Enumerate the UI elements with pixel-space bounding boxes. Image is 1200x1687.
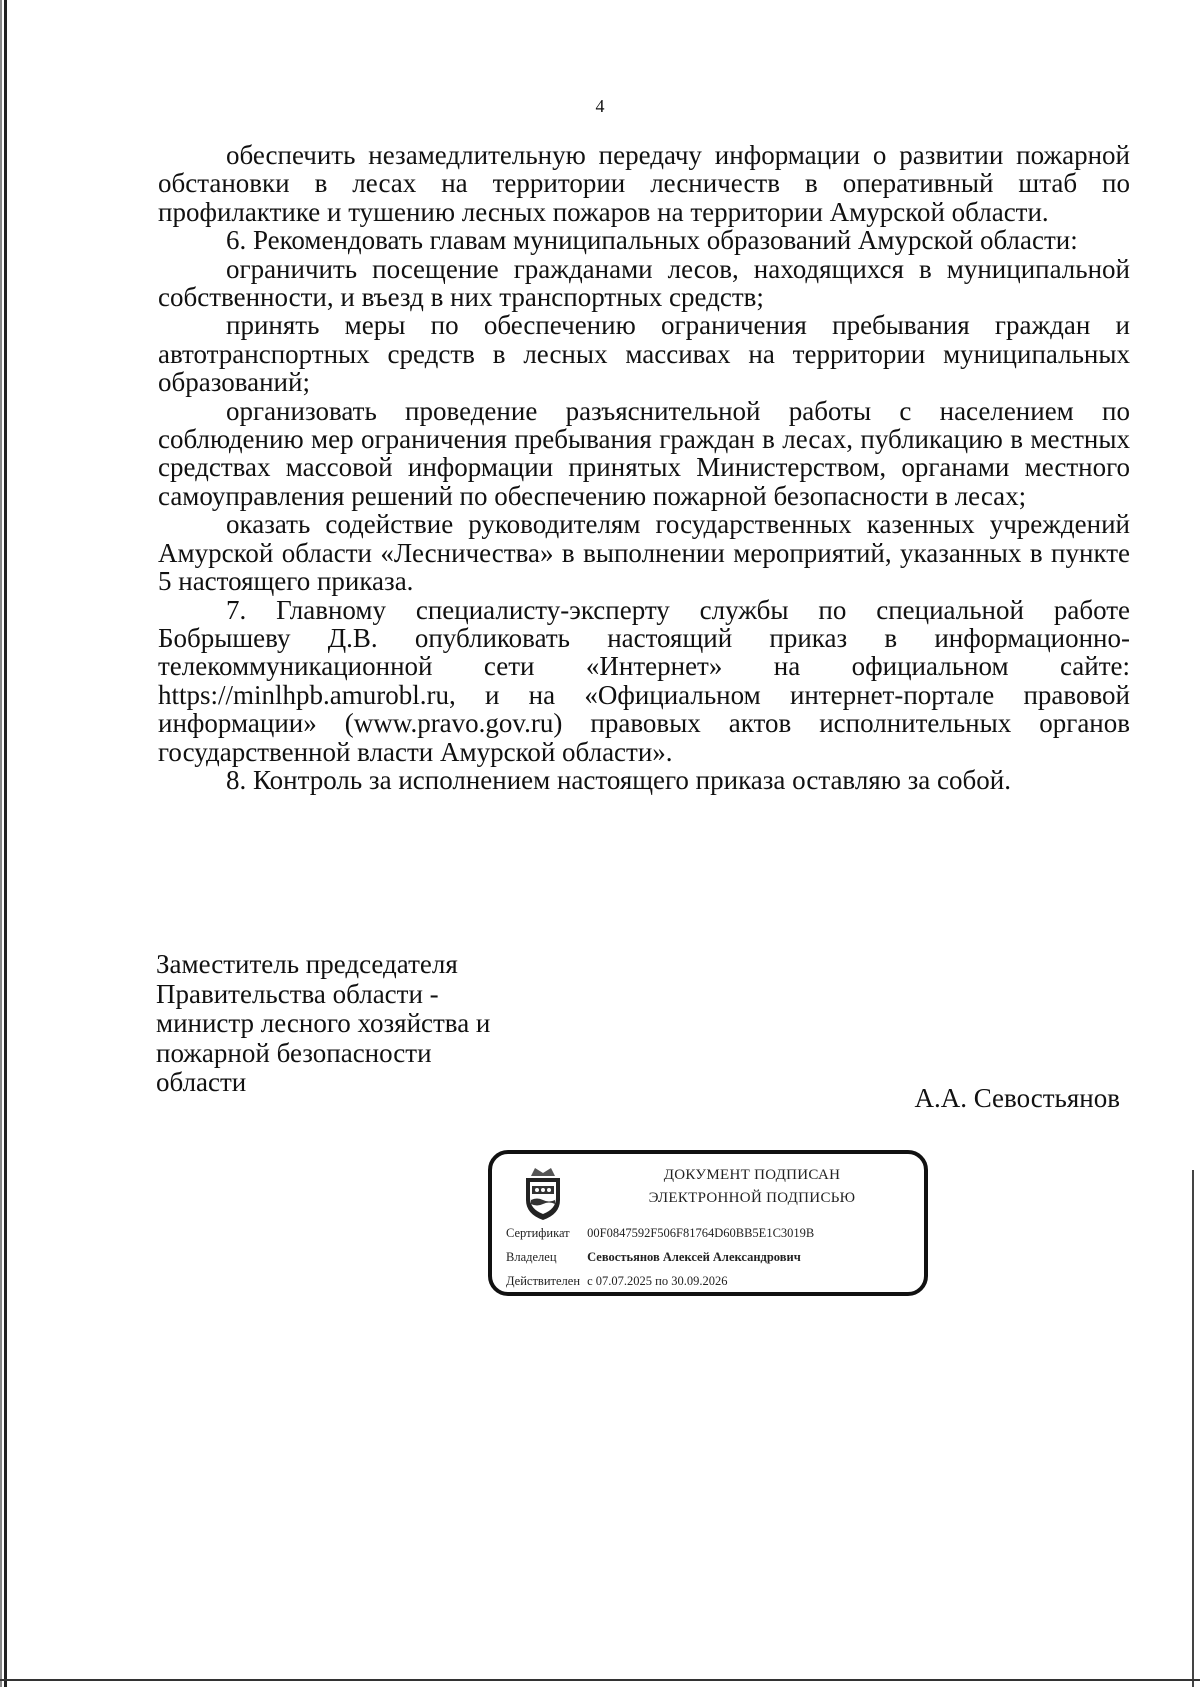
stamp-value: 00F0847592F506F81764D60BB5E1C3019B (587, 1226, 815, 1240)
stamp-label: Сертификат (506, 1226, 570, 1240)
paragraph: оказать содействие руководителям государственных казенных учреждений Амурской области «Лесничества» в выполнении мероприятий, указанных в пункте 5 настоящего приказа. (158, 509, 1130, 597)
stamp-certificate-row (506, 1226, 814, 1241)
paragraph: ограничить посещение гражданами лесов, находящихся в муниципальной собственности, и въезд в них транспортных средств; (158, 253, 1130, 313)
stamp-value: с 07.07.2025 по 30.09.2026 (587, 1274, 728, 1288)
signatory-title-line: области (156, 1067, 247, 1097)
paragraph: принять меры по обеспечению ограничения пребывания граждан и автотранспортных средств в лесных массивах на территории муниципальных образований; (158, 310, 1130, 398)
paragraph: организовать проведение разъяснительной работы с населением по соблюдению мер ограничения пребывания граждан в лесах, публикацию в местных средствах массовой информации принятых Министерством, органами местного самоуправления решений по обеспечению пожарной безопасности в лесах; (158, 395, 1130, 511)
paragraph: 8. Контроль за исполнением настоящего приказа оставляю за собой. (226, 764, 1011, 795)
scan-edge-bottom (0, 1679, 1200, 1681)
signatory-title-line: министр лесного хозяйства и (156, 1008, 491, 1038)
stamp-heading-line: ЭЛЕКТРОННОЙ ПОДПИСЬЮ (648, 1190, 856, 1206)
stamp-validity-row (506, 1274, 728, 1289)
scan-edge-left (4, 0, 7, 1687)
paragraph: обеспечить незамедлительную передачу информации о развитии пожарной обстановки в лесах на территории лесничеств в оперативный штаб по профилактике и тушению лесных пожаров на территории Амурской области. (158, 140, 1130, 227)
signatory-name: А.А. Севостьянов (914, 1083, 1120, 1113)
stamp-label: Владелец (506, 1250, 557, 1264)
scan-edge-right (1192, 1170, 1194, 1687)
stamp-value: Севостьянов Алексей Александрович (587, 1250, 801, 1264)
signatory-title-line: Правительства области - (156, 978, 439, 1009)
page-number: 4 (595, 96, 605, 116)
stamp-heading (602, 1164, 902, 1210)
stamp-owner-row (506, 1250, 801, 1265)
paragraph: 6. Рекомендовать главам муниципальных образований Амурской области: (226, 225, 1078, 256)
stamp-label: Действителен (506, 1274, 581, 1288)
scan-edge-left-outer (0, 0, 2, 1687)
document-body (158, 141, 1130, 794)
paragraph: 7. Главному специалисту-эксперту службы по специальной работе Бобрышеву Д.В. опубликовать настоящий приказ в информационно-телекоммуникационной сети «Интернет» на официальном сайте: https://minlhpb.amurobl.ru, и на «Официальном интернет-портале правовой информации» (www.pravo.gov.ru) правовых актов исполнительных органов государственной власти Амурской области». (158, 594, 1130, 767)
stamp-heading-line: ДОКУМЕНТ ПОДПИСАН (663, 1167, 841, 1183)
signatory-title-line: пожарной безопасности (156, 1037, 432, 1068)
signatory-title-line: Заместитель председателя (156, 949, 458, 979)
electronic-signature-stamp (488, 1150, 928, 1296)
signatory-title (156, 950, 576, 1098)
coat-of-arms-icon (518, 1164, 568, 1222)
